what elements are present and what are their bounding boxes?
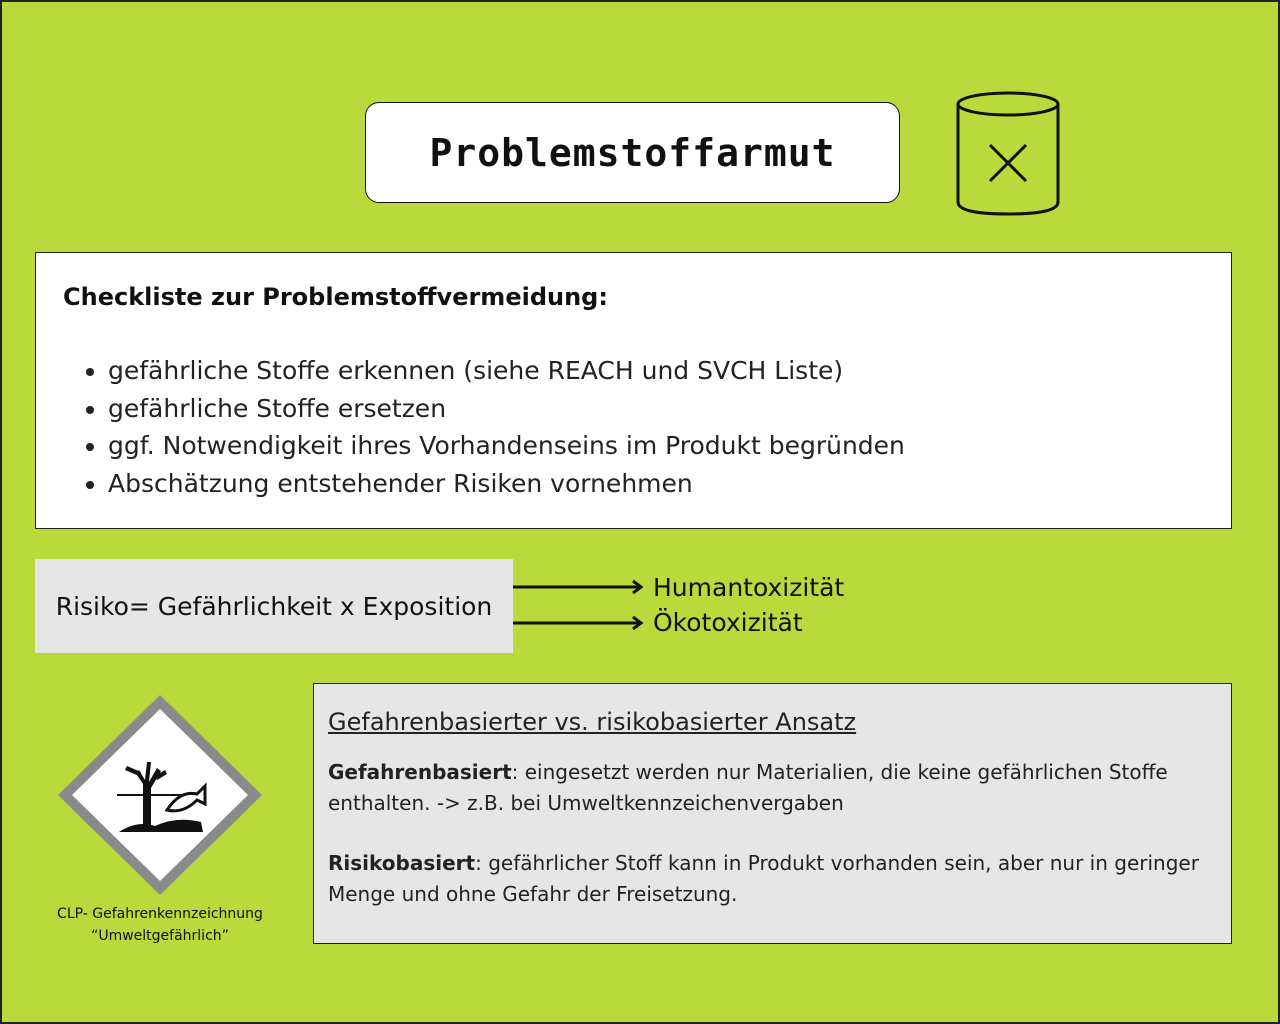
page-title: Problemstoffarmut	[429, 130, 836, 175]
risk-based-text: : gefährlicher Stoff kann in Produkt vorhanden sein, aber nur in geringer Menge und ohne Gefahr der Freisetzung.	[328, 851, 1199, 906]
checklist-heading: Checkliste zur Problemstoffvermeidung:	[63, 283, 608, 311]
ecotoxicity-label: Ökotoxizität	[653, 608, 803, 637]
humantoxicity-label: Humantoxizität	[653, 573, 845, 602]
risk-formula: Risiko= Gefährlichkeit x Exposition	[55, 591, 493, 621]
risk-based-label: Risikobasiert	[328, 851, 476, 875]
hazard-caption	[30, 903, 290, 947]
checklist-item: • gefährliche Stoffe ersetzen	[108, 390, 905, 428]
risk-based-paragraph	[328, 848, 1218, 910]
trash-can-x-icon	[954, 88, 1062, 220]
arrow-right-icon	[513, 581, 641, 593]
risk-formula-box	[35, 559, 513, 653]
hazard-based-label: Gefahrenbasiert	[328, 760, 512, 784]
arrow-right-icon	[513, 617, 641, 629]
checklist-box	[35, 252, 1232, 529]
hazard-caption-line-2: “Umweltgefährlich”	[91, 928, 229, 944]
checklist-list	[78, 352, 905, 502]
checklist-item: • ggf. Notwendigkeit ihres Vorhandenseins im Produkt begründen	[108, 427, 905, 465]
title-box	[365, 102, 900, 203]
checklist-item: • gefährliche Stoffe erkennen (siehe REACH und SVCH Liste)	[108, 352, 905, 390]
approach-box	[313, 683, 1232, 944]
checklist-item: • Abschätzung entstehender Risiken vornehmen	[108, 465, 905, 503]
environment-hazard-icon	[55, 692, 265, 898]
formula-arrows	[513, 576, 653, 636]
hazard-based-paragraph	[328, 757, 1218, 819]
approach-heading: Gefahrenbasierter vs. risikobasierter Ansatz	[328, 708, 857, 736]
hazard-caption-line-1: CLP- Gefahrenkennzeichnung	[57, 906, 263, 922]
hazard-based-text: : eingesetzt werden nur Materialien, die keine gefährlichen Stoffe enthalten. -> z.B. bei Umweltkennzeichenvergaben	[328, 760, 1168, 815]
